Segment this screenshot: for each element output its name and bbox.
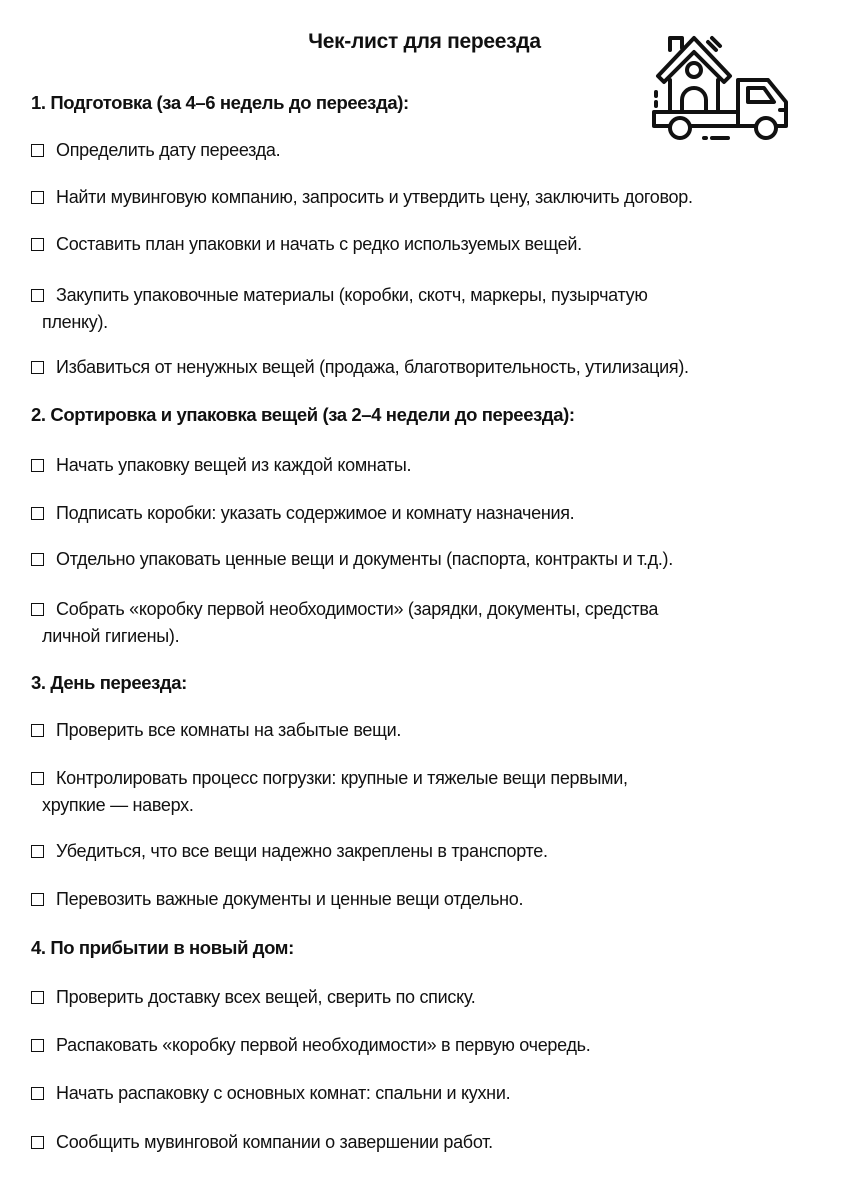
checkbox[interactable] [31,144,44,157]
checklist-item: Определить дату переезда. [31,137,821,164]
checkbox[interactable] [31,289,44,302]
checklist-item: Начать распаковку с основных комнат: спальни и кухни. [31,1080,821,1107]
checklist-item: Найти мувинговую компанию, запросить и утвердить цену, заключить договор. [31,184,821,211]
checklist-item: Закупить упаковочные материалы (коробки, скотч, маркеры, пузырчатую пленку). [31,282,821,336]
checkbox[interactable] [31,772,44,785]
section-heading-arrival: 4. По прибытии в новый дом: [31,937,294,958]
checklist-item: Проверить доставку всех вещей, сверить по списку. [31,984,821,1011]
checkbox[interactable] [31,238,44,251]
checkbox[interactable] [31,191,44,204]
checklist-item: Сообщить мувинговой компании о завершении работ. [31,1129,821,1156]
section-heading-preparation: 1. Подготовка (за 4–6 недель до переезда): [31,92,409,113]
checklist-item: Контролировать процесс погрузки: крупные и тяжелые вещи первыми, хрупкие — наверх. [31,765,821,819]
checkbox[interactable] [31,603,44,616]
checkbox[interactable] [31,507,44,520]
checkbox[interactable] [31,845,44,858]
checklist-item: Собрать «коробку первой необходимости» (зарядки, документы, средства личной гигиены). [31,596,821,650]
section-heading-moving-day: 3. День переезда: [31,672,187,693]
checklist-item: Отдельно упаковать ценные вещи и документы (паспорта, контракты и т.д.). [31,546,821,573]
checklist-item: Составить план упаковки и начать с редко используемых вещей. [31,231,821,258]
house-on-truck-icon [650,30,795,140]
checkbox[interactable] [31,724,44,737]
checkbox[interactable] [31,991,44,1004]
checkbox[interactable] [31,553,44,566]
checkbox[interactable] [31,1087,44,1100]
checkbox[interactable] [31,1136,44,1149]
checkbox[interactable] [31,1039,44,1052]
checklist-item: Распаковать «коробку первой необходимости» в первую очередь. [31,1032,821,1059]
checkbox[interactable] [31,361,44,374]
checkbox[interactable] [31,459,44,472]
page-title: Чек-лист для переезда [308,30,541,53]
checklist-item: Начать упаковку вещей из каждой комнаты. [31,452,821,479]
section-heading-packing: 2. Сортировка и упаковка вещей (за 2–4 недели до переезда): [31,404,575,425]
checkbox[interactable] [31,893,44,906]
checklist-item: Перевозить важные документы и ценные вещи отдельно. [31,886,821,913]
checklist-item: Убедиться, что все вещи надежно закреплены в транспорте. [31,838,821,865]
checklist-item: Избавиться от ненужных вещей (продажа, благотворительность, утилизация). [31,354,821,381]
checklist-item: Проверить все комнаты на забытые вещи. [31,717,821,744]
checklist-item: Подписать коробки: указать содержимое и комнату назначения. [31,500,821,527]
